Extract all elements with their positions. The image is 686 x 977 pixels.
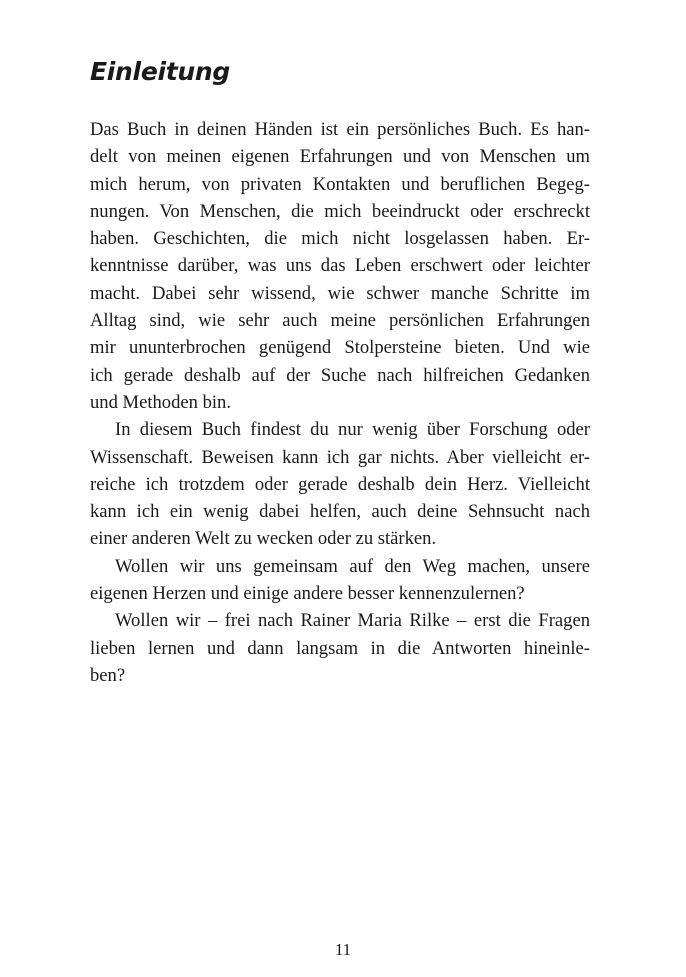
text-line: delt von meinen eigenen Erfahrungen und von Menschen um	[90, 146, 590, 168]
text-line: ich gerade deshalb auf der Suche nach hilfreichen Gedanken	[90, 364, 590, 386]
text-line: lieben lernen und dann langsam in die Antworten hineinle-	[90, 637, 590, 659]
text-line: ben?	[90, 664, 126, 686]
text-line: mir ununterbrochen genügend Stolpersteine bieten. Und wie	[90, 337, 590, 359]
paragraph	[90, 416, 590, 552]
text-line: nungen. Von Menschen, die mich beeindruckt oder erschreckt	[90, 200, 590, 222]
text-line: Alltag sind, wie sehr auch meine persönlichen Erfahrungen	[90, 310, 590, 332]
paragraph	[90, 116, 590, 416]
body-text	[90, 116, 590, 689]
text-line: Wissenschaft. Beweisen kann ich gar nichts. Aber vielleicht er-	[90, 446, 590, 468]
text-line: macht. Dabei sehr wissend, wie schwer manche Schritte im	[90, 282, 590, 304]
text-line: eigenen Herzen und einige andere besser kennenzulernen?	[90, 583, 525, 605]
text-line: kann ich ein wenig dabei helfen, auch deine Sehnsucht nach	[90, 501, 590, 523]
text-line: Wollen wir – frei nach Rainer Maria Rilke – erst die Fragen	[115, 610, 590, 632]
paragraph	[90, 553, 590, 608]
paragraph	[90, 607, 590, 689]
text-line: und Methoden bin.	[90, 391, 231, 413]
text-line: kenntnisse darüber, was uns das Leben erschwert oder leichter	[90, 255, 590, 277]
text-line: Das Buch in deinen Händen ist ein persönliches Buch. Es han-	[90, 119, 590, 140]
text-line: mich herum, von privaten Kontakten und beruflichen Begeg-	[90, 173, 590, 195]
chapter-title: Einleitung	[90, 57, 230, 86]
text-line: einer anderen Welt zu wecken oder zu stärken.	[90, 528, 437, 550]
text-line: haben. Geschichten, die mich nicht losgelassen haben. Er-	[90, 228, 590, 250]
text-line: In diesem Buch findest du nur wenig über Forschung oder	[115, 419, 590, 441]
page-number: 11	[334, 940, 352, 959]
text-line: reiche ich trotzdem oder gerade deshalb dein Herz. Vielleicht	[90, 473, 590, 495]
text-line: Wollen wir uns gemeinsam auf den Weg machen, unsere	[115, 555, 590, 577]
